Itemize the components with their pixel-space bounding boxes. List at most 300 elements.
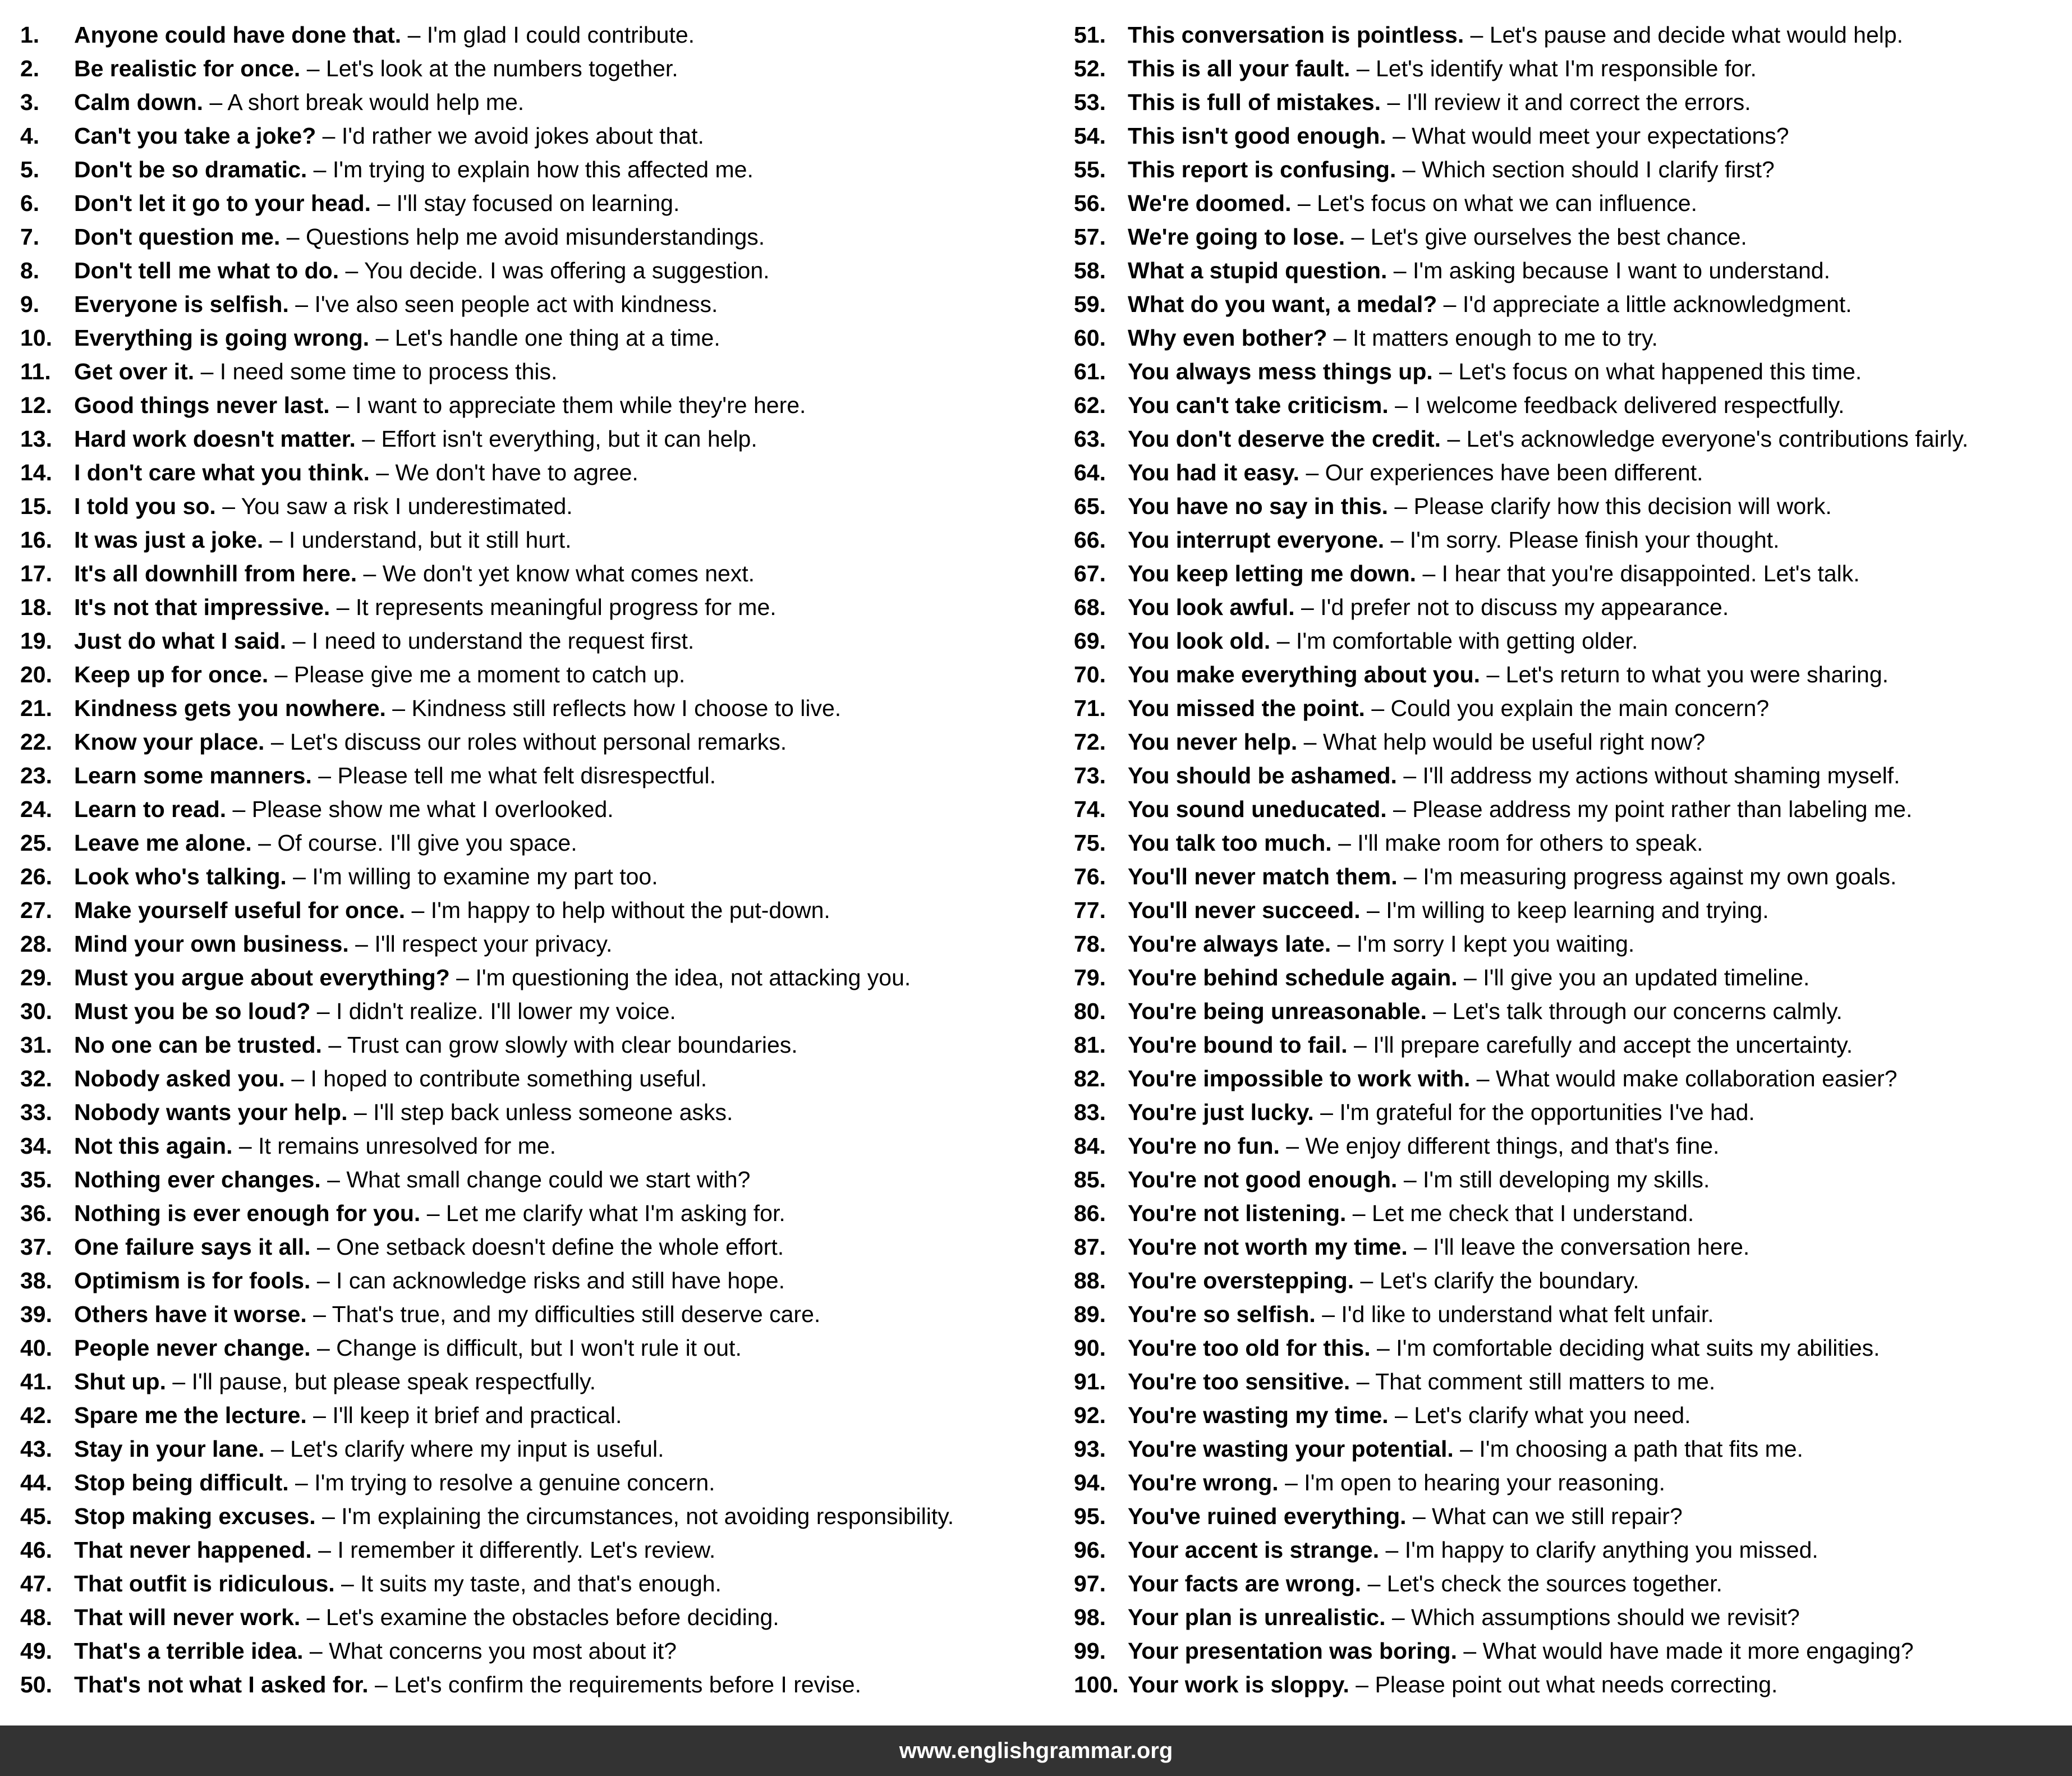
item-number: 27. [20,897,52,923]
response-text: I didn't realize. I'll lower my voice. [336,998,676,1024]
response-text: I'll pause, but please speak respectfully. [191,1369,596,1394]
item-text [1128,1230,1749,1264]
list-item [20,691,1047,725]
negative-phrase: You're too old for this. [1128,1335,1371,1361]
negative-phrase: Good things never last. [74,392,330,418]
negative-phrase: You're being unreasonable. [1128,998,1427,1024]
dash-separator: – [1350,1369,1376,1394]
item-number: 30. [20,998,52,1024]
item-text [1128,355,1862,388]
item-text [74,220,765,254]
response-text: I'd appreciate a little acknowledgment. [1462,291,1852,317]
dash-separator: – [1279,1133,1306,1159]
item-number: 87. [1074,1234,1106,1260]
list-item [20,826,1047,860]
response-text: It suits my taste, and that's enough. [360,1571,722,1596]
item-text [74,119,704,153]
item-number: 35. [20,1167,52,1192]
item-text [1128,624,1638,658]
item-text [74,1567,722,1600]
item-number: 49. [20,1638,52,1664]
item-text [1128,52,1757,85]
response-text: I'm glad I could contribute. [426,22,695,48]
dash-separator: – [1386,123,1412,149]
response-text: It matters enough to me to try. [1352,325,1658,351]
list-item [20,1163,1047,1196]
item-text [1128,523,1780,557]
response-text: I'll review it and correct the errors. [1406,89,1751,115]
list-item [1074,489,2070,523]
list-item [20,590,1047,624]
item-number: 45. [20,1503,52,1529]
dash-separator: – [284,1066,311,1091]
response-text: Let's check the sources together. [1386,1571,1722,1596]
item-number: 75. [1074,830,1106,856]
negative-phrase: This conversation is pointless. [1128,22,1464,48]
item-text [74,1331,742,1365]
list-item [1074,1129,2070,1163]
list-item [20,725,1047,759]
response-text: What would meet your expectations? [1412,123,1789,149]
list-item [20,1331,1047,1365]
item-text [1128,1297,1714,1331]
dash-separator: – [264,1436,291,1462]
dash-separator: – [194,359,220,384]
item-text [1128,287,1852,321]
dash-separator: – [1349,1672,1375,1697]
item-number: 68. [1074,594,1106,620]
item-text [1128,18,1903,52]
list-item [20,153,1047,186]
item-number: 9. [20,291,40,317]
response-text: Which assumptions should we revisit? [1411,1604,1800,1630]
dash-separator: – [288,1470,315,1495]
list-item [1074,792,2070,826]
item-text [74,994,676,1028]
list-item [1074,1230,2070,1264]
negative-phrase: Must you be so loud? [74,998,311,1024]
item-text [1128,691,1769,725]
negative-phrase: Keep up for once. [74,662,269,687]
list-item [20,321,1047,355]
negative-phrase: Can't you take a joke? [74,123,316,149]
right-column [1074,18,2070,1701]
list-item [1074,961,2070,994]
item-number: 17. [20,561,52,586]
dash-separator: – [1365,695,1391,721]
item-text [74,52,678,85]
negative-phrase: Be realistic for once. [74,56,301,81]
item-text [1128,893,1769,927]
list-item [1074,557,2070,590]
response-text: I'll stay focused on learning. [396,190,680,216]
negative-phrase: Look who's talking. [74,864,287,889]
dash-separator: – [226,796,252,822]
item-text [74,422,757,456]
negative-phrase: Mind your own business. [74,931,349,957]
list-item [1074,1297,2070,1331]
item-text [1128,1533,1818,1567]
response-text: Let's clarify the boundary. [1379,1268,1639,1293]
negative-phrase: I told you so. [74,493,216,519]
negative-phrase: No one can be trusted. [74,1032,322,1058]
response-text: What concerns you most about it? [329,1638,677,1664]
item-number: 50. [20,1672,52,1697]
item-number: 64. [1074,460,1106,485]
list-item [1074,153,2070,186]
item-number: 6. [20,190,40,216]
response-text: Kindness still reflects how I choose to live. [411,695,842,721]
dash-separator: – [1381,89,1407,115]
item-number: 12. [20,392,52,418]
item-number: 43. [20,1436,52,1462]
response-text: Let's identify what I'm responsible for. [1376,56,1757,81]
item-number: 46. [20,1537,52,1563]
list-item [20,523,1047,557]
item-text [1128,994,1843,1028]
item-number: 37. [20,1234,52,1260]
dash-separator: – [263,527,289,553]
dash-separator: – [316,123,342,149]
response-text: I'm comfortable deciding what suits my abilities. [1396,1335,1880,1361]
response-text: I'm sorry I kept you waiting. [1356,931,1635,957]
response-text: I welcome feedback delivered respectfully. [1414,392,1845,418]
dash-separator: – [306,1301,332,1327]
negative-phrase: You're not good enough. [1128,1167,1398,1192]
dash-separator: – [368,1672,394,1697]
item-text [1128,489,1832,523]
item-text [1128,1432,1803,1466]
item-number: 92. [1074,1402,1106,1428]
item-text [1128,1365,1715,1398]
dash-separator: – [1453,1436,1480,1462]
negative-phrase: You're bound to fail. [1128,1032,1348,1058]
item-number: 83. [1074,1099,1106,1125]
negative-phrase: That outfit is ridiculous. [74,1571,335,1596]
dash-separator: – [1464,22,1490,48]
negative-phrase: You have no say in this. [1128,493,1389,519]
item-number: 99. [1074,1638,1106,1664]
item-number: 25. [20,830,52,856]
item-number: 69. [1074,628,1106,654]
list-item [1074,1432,2070,1466]
response-text: I'll give you an updated timeline. [1483,965,1810,990]
dash-separator: – [310,1335,337,1361]
list-item [1074,18,2070,52]
item-text [74,456,638,489]
dash-separator: – [1291,190,1317,216]
dash-separator: – [300,56,326,81]
negative-phrase: That will never work. [74,1604,301,1630]
list-item [20,52,1047,85]
list-item [20,658,1047,691]
negative-phrase: You're always late. [1128,931,1331,957]
item-number: 22. [20,729,52,755]
item-number: 63. [1074,426,1106,452]
negative-phrase: Calm down. [74,89,204,115]
item-text [74,658,685,691]
item-number: 95. [1074,1503,1106,1529]
list-item [20,860,1047,893]
response-text: Please clarify how this decision will work. [1413,493,1832,519]
item-text [1128,85,1751,119]
list-item [1074,1264,2070,1297]
item-number: 42. [20,1402,52,1428]
list-item [20,1230,1047,1264]
item-number: 78. [1074,931,1106,957]
negative-phrase: You're not listening. [1128,1200,1347,1226]
footer-url[interactable]: www.englishgrammar.org [899,1738,1173,1763]
item-text [74,1600,779,1634]
response-text: Let me clarify what I'm asking for. [445,1200,785,1226]
negative-phrase: Make yourself useful for once. [74,897,406,923]
negative-phrase: You missed the point. [1128,695,1365,721]
negative-phrase: You're wasting my time. [1128,1402,1389,1428]
item-text [74,153,754,186]
item-text [1128,557,1860,590]
negative-phrase: You'll never match them. [1128,864,1398,889]
dash-separator: – [1345,224,1371,250]
list-item [1074,893,2070,927]
item-number: 52. [1074,56,1106,81]
item-text [74,1432,664,1466]
item-text [74,355,557,388]
item-number: 16. [20,527,52,553]
dash-separator: – [1354,1268,1380,1293]
negative-phrase: Others have it worse. [74,1301,307,1327]
item-text [1128,1028,1853,1062]
list-item [20,85,1047,119]
item-number: 61. [1074,359,1106,384]
list-item [1074,1533,2070,1567]
dash-separator: – [1360,897,1386,923]
list-item [1074,658,2070,691]
response-text: Let's look at the numbers together. [325,56,678,81]
item-number: 38. [20,1268,52,1293]
dash-separator: – [334,1571,361,1596]
dash-separator: – [311,1537,338,1563]
response-text: I'm explaining the circumstances, not avoiding responsibility. [341,1503,954,1529]
left-column [20,18,1047,1701]
response-text: We don't yet know what comes next. [382,561,755,586]
negative-phrase: You look old. [1128,628,1271,654]
list-item [20,1466,1047,1499]
item-text [1128,220,1747,254]
dash-separator: – [286,864,313,889]
list-item [20,1264,1047,1297]
item-number: 66. [1074,527,1106,553]
dash-separator: – [306,1402,333,1428]
dash-separator: – [1385,1604,1412,1630]
item-text [1128,1129,1719,1163]
negative-phrase: Nobody wants your help. [74,1099,348,1125]
negative-phrase: You've ruined everything. [1128,1503,1407,1529]
list-item [20,1062,1047,1095]
response-text: I'll prepare carefully and accept the uncertainty. [1373,1032,1853,1058]
response-text: I'm trying to resolve a genuine concern. [314,1470,715,1495]
item-number: 44. [20,1470,52,1495]
negative-phrase: Your facts are wrong. [1128,1571,1362,1596]
response-text: What would make collaboration easier? [1496,1066,1898,1091]
item-text [1128,658,1889,691]
dash-separator: – [420,1200,446,1226]
response-text: Please show me what I overlooked. [251,796,614,822]
item-number: 76. [1074,864,1106,889]
negative-phrase: Not this again. [74,1133,233,1159]
item-text [1128,1499,1683,1533]
negative-phrase: Why even bother? [1128,325,1327,351]
response-text: Let's handle one thing at a time. [394,325,720,351]
dash-separator: – [315,1503,342,1529]
item-number: 53. [1074,89,1106,115]
negative-phrase: Nothing ever changes. [74,1167,321,1192]
item-number: 79. [1074,965,1106,990]
footer-banner [0,1725,2072,1776]
response-text: A short break would help me. [227,89,525,115]
response-text: I'm asking because I want to understand. [1412,258,1830,283]
negative-phrase: Everyone is selfish. [74,291,289,317]
item-number: 7. [20,224,40,250]
response-text: I've also seen people act with kindness. [314,291,718,317]
response-text: Change is difficult, but I won't rule it out. [336,1335,742,1361]
item-number: 15. [20,493,52,519]
list-item [20,388,1047,422]
list-item [1074,422,2070,456]
negative-phrase: Don't question me. [74,224,281,250]
item-number: 11. [20,359,51,384]
response-text: That's true, and my difficulties still deserve care. [332,1301,821,1327]
list-item [1074,1466,2070,1499]
item-number: 33. [20,1099,52,1125]
list-item [20,220,1047,254]
item-text [74,388,806,422]
item-text [1128,186,1697,220]
item-text [74,624,694,658]
response-text: Let's examine the obstacles before deciding. [325,1604,779,1630]
item-text [1128,860,1896,893]
item-text [74,85,524,119]
item-text [1128,1634,1914,1668]
list-item [20,422,1047,456]
item-text [74,590,777,624]
list-item [20,1095,1047,1129]
item-text [74,321,720,355]
negative-phrase: This isn't good enough. [1128,123,1386,149]
dash-separator: – [1388,493,1414,519]
response-text: Let's acknowledge everyone's contributions fairly. [1466,426,1969,452]
item-text [74,186,679,220]
negative-phrase: You're overstepping. [1128,1268,1354,1293]
negative-phrase: Kindness gets you nowhere. [74,695,386,721]
response-text: What help would be useful right now? [1322,729,1706,755]
item-number: 55. [1074,157,1106,182]
dash-separator: – [1387,258,1413,283]
dash-separator: – [251,830,278,856]
response-text: You saw a risk I underestimated. [241,493,573,519]
list-item [1074,388,2070,422]
item-number: 18. [20,594,52,620]
list-item [1074,1331,2070,1365]
negative-phrase: You keep letting me down. [1128,561,1417,586]
dash-separator: – [288,291,315,317]
item-text [1128,1398,1691,1432]
response-text: I'm still developing my skills. [1423,1167,1710,1192]
negative-phrase: You interrupt everyone. [1128,527,1385,553]
item-number: 1. [20,22,40,48]
response-text: Please address my point rather than labeling me. [1412,796,1913,822]
list-item [1074,220,2070,254]
negative-phrase: You never help. [1128,729,1298,755]
response-text: I'll address my actions without shaming myself. [1422,763,1900,788]
item-number: 48. [20,1604,52,1630]
list-item [20,1365,1047,1398]
item-number: 65. [1074,493,1106,519]
response-text: I'll respect your privacy. [374,931,613,957]
list-item [20,119,1047,153]
dash-separator: – [369,460,396,485]
item-number: 98. [1074,1604,1106,1630]
dash-separator: – [166,1369,192,1394]
response-text: Could you explain the main concern? [1390,695,1770,721]
list-item [20,1499,1047,1533]
item-text [1128,254,1830,287]
response-text: Please give me a moment to catch up. [293,662,686,687]
item-number: 28. [20,931,52,957]
dash-separator: – [1346,1200,1372,1226]
dash-separator: – [1361,1571,1387,1596]
dash-separator: – [369,325,395,351]
negative-phrase: You're wasting your potential. [1128,1436,1454,1462]
list-item [20,1129,1047,1163]
response-text: I'll make room for others to speak. [1357,830,1703,856]
list-item [1074,186,2070,220]
item-number: 51. [1074,22,1106,48]
item-text [1128,1331,1880,1365]
dash-separator: – [1327,325,1353,351]
negative-phrase: That never happened. [74,1537,312,1563]
item-number: 24. [20,796,52,822]
list-item [1074,254,2070,287]
response-text: I'm trying to explain how this affected me. [332,157,754,182]
item-text [1128,1062,1898,1095]
response-text: It remains unresolved for me. [258,1133,557,1159]
list-item [1074,1062,2070,1095]
response-text: Effort isn't everything, but it can help. [381,426,757,452]
list-item [1074,321,2070,355]
list-item [1074,1668,2070,1701]
dash-separator: – [1470,1066,1496,1091]
response-text: I'm comfortable with getting older. [1295,628,1638,654]
item-number: 47. [20,1571,52,1596]
item-text [74,1230,784,1264]
item-number: 86. [1074,1200,1106,1226]
dash-separator: – [1426,998,1453,1024]
item-text [74,1062,707,1095]
item-number: 41. [20,1369,52,1394]
item-text [74,1196,785,1230]
item-text [74,287,718,321]
response-text: I'm sorry. Please finish your thought. [1409,527,1780,553]
response-text: What can we still repair? [1432,1503,1683,1529]
negative-phrase: Just do what I said. [74,628,287,654]
item-number: 84. [1074,1133,1106,1159]
item-text [74,1668,861,1701]
negative-phrase: You're wrong. [1128,1470,1279,1495]
response-text: I'm questioning the idea, not attacking you. [475,965,911,990]
response-text: I need some time to process this. [219,359,558,384]
negative-phrase: This is all your fault. [1128,56,1350,81]
response-text: Trust can grow slowly with clear boundaries. [347,1032,798,1058]
